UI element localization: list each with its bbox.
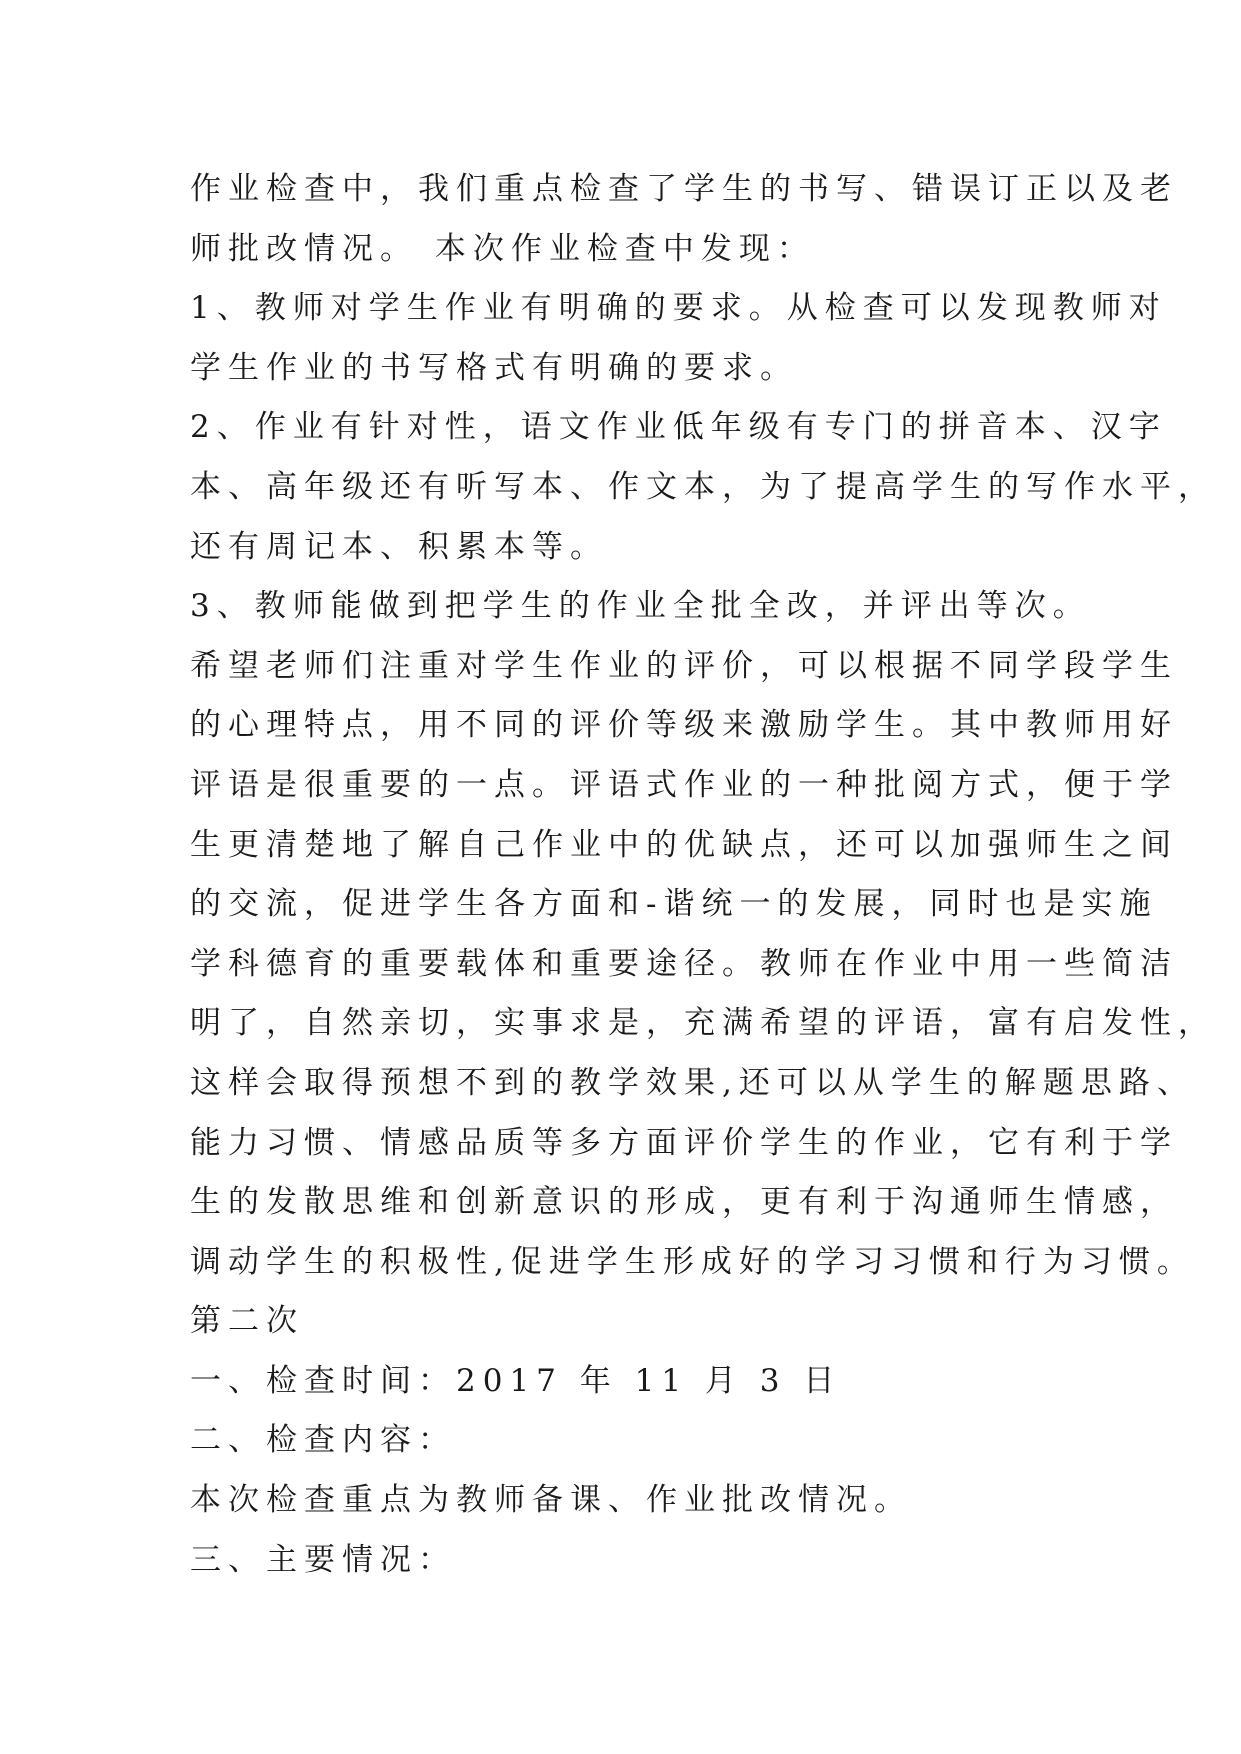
list-item-2: 2、作业有针对性，语文作业低年级有专门的拼音本、汉字 bbox=[190, 409, 1167, 446]
paragraph-line: 学科德育的重要载体和重要途径。教师在作业中用一些简洁 bbox=[190, 945, 1178, 982]
paragraph-line: 希望老师们注重对学生作业的评价，可以根据不同学段学生 bbox=[190, 647, 1178, 684]
paragraph-line: 这样会取得预想不到的教学效果,还可以从学生的解题思路、 bbox=[190, 1064, 1195, 1101]
paragraph-line: 的心理特点，用不同的评价等级来激励学生。其中教师用好 bbox=[190, 707, 1178, 744]
text-line: 本、高年级还有听写本、作文本，为了提高学生的写作水平， bbox=[190, 468, 1216, 505]
main-situation-heading: 三、主要情况： bbox=[190, 1541, 456, 1578]
section-heading: 第二次 bbox=[190, 1303, 304, 1340]
document-body bbox=[190, 160, 1216, 1590]
text-line: 作业检查中，我们重点检查了学生的书写、错误订正以及老 bbox=[190, 171, 1178, 207]
text-line: 还有周记本、积累本等。 bbox=[190, 528, 608, 565]
paragraph-line: 生的发散思维和创新意识的形成，更有利于沟通师生情感， bbox=[190, 1184, 1178, 1221]
paragraph-line: 明了，自然亲切，实事求是，充满希望的评语，富有启发性， bbox=[190, 1005, 1216, 1042]
list-item-3: 3、教师能做到把学生的作业全批全改，并评出等次。 bbox=[190, 588, 1091, 625]
check-time-line: 一、检查时间：2017 年 11 月 3 日 bbox=[190, 1362, 842, 1399]
paragraph-line: 的交流，促进学生各方面和-谐统一的发展，同时也是实施 bbox=[190, 886, 1158, 923]
check-content-heading: 二、检查内容： bbox=[190, 1422, 456, 1459]
paragraph-line: 评语是很重要的一点。评语式作业的一种批阅方式，便于学 bbox=[190, 766, 1178, 803]
paragraph-line: 生更清楚地了解自己作业中的优缺点，还可以加强师生之间 bbox=[190, 826, 1178, 863]
text-line: 本次检查重点为教师备课、作业批改情况。 bbox=[190, 1482, 912, 1519]
list-item-1: 1、教师对学生作业有明确的要求。从检查可以发现教师对 bbox=[190, 290, 1167, 327]
paragraph-line: 能力习惯、情感品质等多方面评价学生的作业，它有利于学 bbox=[190, 1124, 1178, 1161]
paragraph-line: 调动学生的积极性,促进学生形成好的学习习惯和行为习惯。 bbox=[190, 1243, 1195, 1280]
text-line: 学生作业的书写格式有明确的要求。 bbox=[190, 349, 798, 386]
text-line: 师批改情况。 本次作业检查中发现： bbox=[190, 230, 815, 267]
